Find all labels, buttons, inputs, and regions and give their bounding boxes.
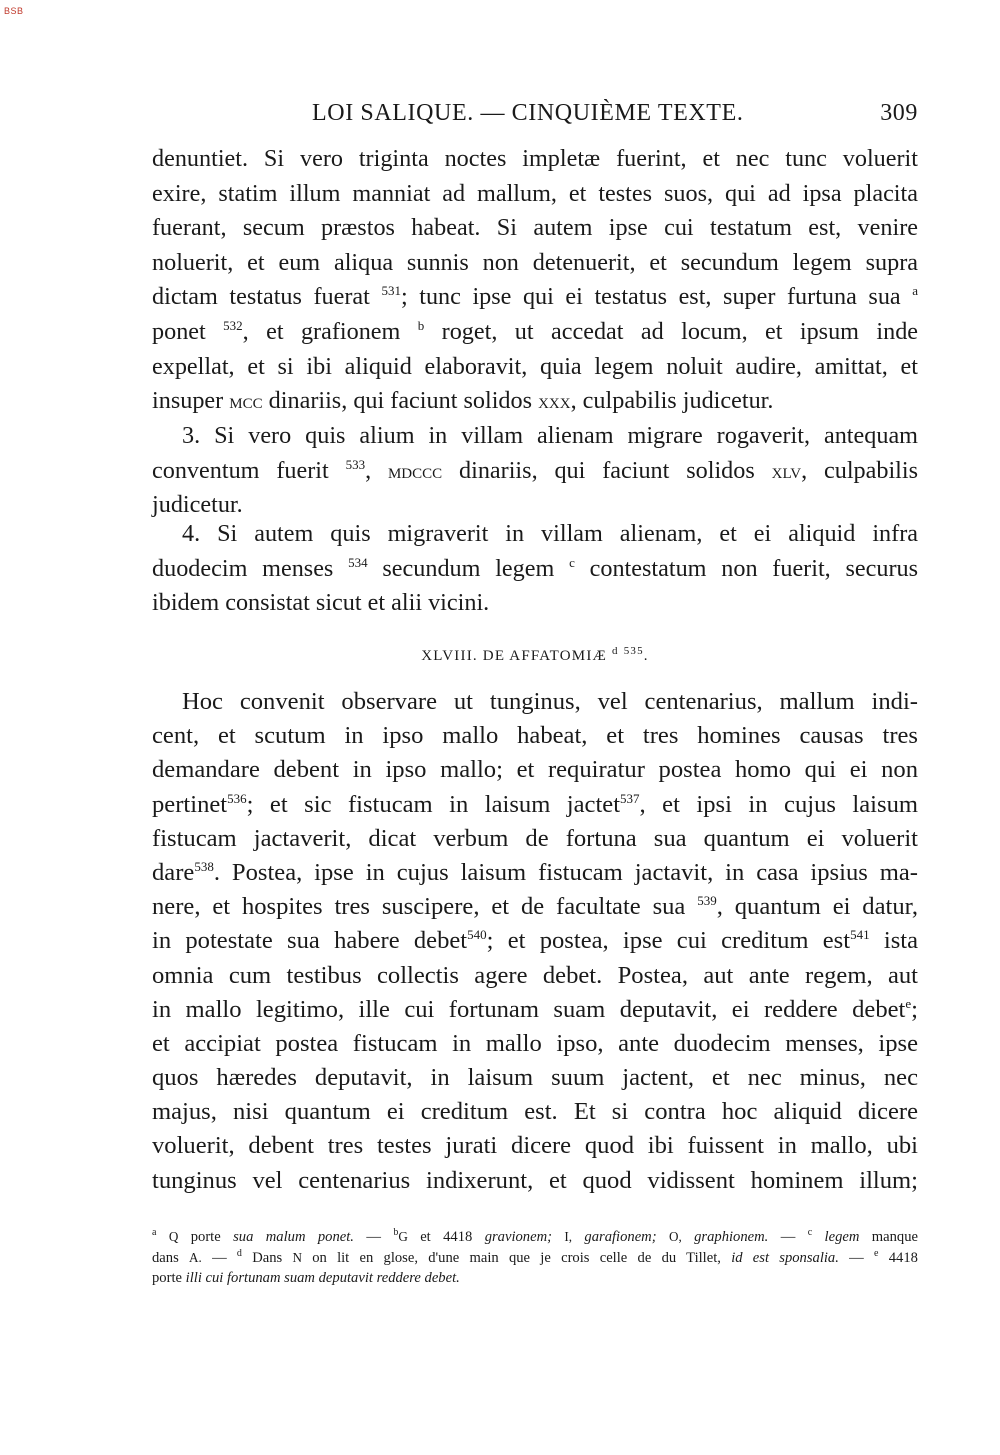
text-line (152, 384, 918, 419)
manuscript-siglum: A. (189, 1250, 202, 1265)
text-line (152, 788, 918, 822)
variant-reading: id est sponsalia. (731, 1250, 839, 1266)
text-line (152, 993, 918, 1027)
text-line: cent, et scutum in ipso mallo habeat, et tres homines causas tres (152, 722, 918, 750)
footnote-line (152, 1247, 918, 1268)
text-run: conventum fuerit (152, 456, 329, 484)
manuscript-siglum: I, (564, 1229, 573, 1244)
text-run: ; et sic fistucam in laisum jactet (246, 790, 621, 818)
text-line: quos hæredes deputavit, in laisum suum jactent, et nec minus, nec (152, 1064, 918, 1092)
text-line: denuntiet. Si vero triginta noctes impletæ fuerint, et nec tunc voluerit (152, 145, 918, 172)
text-run: dans (152, 1250, 179, 1266)
footnote-marker: a (912, 283, 918, 299)
text-line (152, 890, 918, 924)
text-line: Hoc convenit observare ut tunginus, vel centenarius, mallum indi- (182, 688, 918, 715)
text-run: et 4418 (420, 1229, 473, 1245)
text-line (152, 552, 918, 587)
footnote-marker: d (612, 645, 619, 657)
text-run: porte (152, 1270, 182, 1286)
text-run: , et ipsi in cujus laisum (639, 790, 918, 818)
footnotes (152, 1226, 918, 1289)
footnote-marker: c (807, 1227, 813, 1239)
text-run: ponet (152, 317, 206, 345)
note-ref: 536 (227, 790, 247, 806)
footnote-line (152, 1226, 918, 1247)
text-run: , et grafionem (242, 317, 401, 345)
text-line (152, 280, 918, 315)
section-heading (152, 645, 918, 665)
variant-reading: gravionem; (484, 1229, 552, 1245)
text-run: . Postea, ipse in cujus laisum fistucam jactavit, in casa ipsius ma- (213, 858, 918, 886)
text-run: on lit en glose, d'une main que je crois celle de du Tillet, (312, 1250, 721, 1266)
text-run: contestatum non fuerit, securus (589, 554, 919, 582)
running-title: LOI SALIQUE. — CINQUIÈME TEXTE. (312, 100, 744, 126)
text-run: porte (190, 1229, 221, 1245)
text-run: dare (152, 858, 195, 886)
footnote-marker: a (152, 1227, 157, 1239)
text-run: — (366, 1229, 381, 1245)
note-ref: 534 (348, 554, 368, 570)
note-ref: 531 (381, 283, 401, 299)
note-ref: 532 (223, 317, 243, 333)
text-run: Dans (252, 1250, 283, 1266)
note-ref: 539 (697, 892, 717, 908)
variant-reading: garafionem; (584, 1229, 657, 1245)
text-line: voluerit, debent tres testes jurati dicere quod ibi fuissent in mallo, ubi (152, 1132, 918, 1160)
footnote-line (152, 1268, 918, 1289)
paragraph-continuation (152, 142, 918, 419)
text-run: in potestate sua habere debet (152, 927, 468, 955)
text-run: ; (911, 995, 918, 1023)
manuscript-siglum: N (292, 1250, 302, 1265)
text-run: nere, et hospites tres suscipere, et de facultate sua (152, 893, 686, 921)
text-run: ; tunc ipse qui ei testatus est, super furtuna sua (400, 283, 901, 311)
text-run: in mallo legitimo, ille cui fortunam suam deputavit, ei reddere debet (152, 995, 906, 1023)
text-run: insuper (152, 387, 224, 415)
section-body (152, 685, 918, 1198)
note-ref: 533 (345, 456, 366, 472)
text-run: , culpabilis judicetur. (570, 387, 774, 415)
text-line (152, 856, 918, 890)
text-run: — (849, 1250, 864, 1266)
text-run: dinariis, qui faciunt solidos (268, 387, 533, 415)
footnote-marker: e (874, 1248, 879, 1260)
text-run: duodecim menses (152, 554, 334, 582)
text-line: fistucam jactaverit, dicat verbum de fortuna sua quantum ei voluerit (152, 824, 918, 852)
text-run: 4418 (888, 1250, 918, 1266)
text-line: majus, nisi quantum ei creditum est. Et si contra hoc aliquid dicere (152, 1098, 918, 1126)
text-run: , culpabilis (801, 456, 919, 484)
text-run: manque (871, 1229, 918, 1245)
text-line: tunginus vel centenarius indixerunt, et quod vidissent hominem illum; (152, 1166, 918, 1194)
text-run: — (780, 1229, 796, 1245)
page-number: 309 (880, 100, 918, 126)
roman-numeral: mcc (229, 389, 263, 414)
text-line: exire, statim illum manniat ad mallum, et testes suos, qui ad ipsa placita (152, 179, 918, 207)
manuscript-siglum: O, (668, 1229, 682, 1244)
text-run: dictam testatus fuerat (152, 283, 370, 311)
text-line (152, 924, 918, 958)
text-run: , (365, 456, 372, 484)
roman-numeral: xxx (538, 389, 571, 414)
text-line: et accipiat postea fistucam in mallo ipso, ante duodecim menses, ipse (152, 1029, 918, 1057)
text-line (152, 454, 918, 489)
text-line: 3. Si vero quis alium in villam alienam migrare rogaverit, antequam (182, 422, 918, 449)
manuscript-siglum: Q (168, 1229, 179, 1244)
footnote-marker: d (236, 1248, 242, 1260)
article-4 (152, 517, 918, 621)
library-stamp: BSB (4, 6, 24, 16)
footnote-marker: b (393, 1227, 399, 1239)
text-run: secundum legem (382, 554, 555, 582)
heading-text: . (643, 648, 649, 664)
heading-text: XLVIII. DE AFFATOMIÆ (421, 648, 608, 664)
manuscript-siglum: G (398, 1229, 408, 1244)
text-line: fuerant, secum præstos habeat. Si autem ipse cui testatum est, venire (152, 214, 918, 242)
variant-reading: illi cui fortunam suam deputavit reddere debet. (185, 1270, 460, 1286)
text-run: — (212, 1250, 227, 1266)
note-ref: 541 (850, 927, 870, 943)
text-line (152, 315, 918, 350)
text-run: ista (883, 927, 919, 955)
note-ref: 540 (467, 927, 487, 943)
text-line: ibidem consistat sicut et alii vicini. (152, 589, 490, 617)
footnote-marker: c (569, 554, 575, 570)
text-run: ; et postea, ipse cui creditum est (486, 927, 851, 955)
article-3 (152, 419, 918, 523)
roman-numeral: xlv (771, 458, 802, 483)
note-ref: 538 (194, 858, 214, 874)
text-run: dinariis, qui faciunt solidos (459, 456, 755, 484)
variant-reading: sua malum ponet. (233, 1229, 354, 1245)
variant-reading: legem (824, 1229, 860, 1245)
text-run: pertinet (152, 790, 228, 818)
note-ref: 537 (620, 790, 640, 806)
text-run: roget, ut accedat ad locum, et ipsum inde (441, 317, 919, 345)
footnote-marker: b (417, 317, 425, 333)
text-run: , quantum ei datur, (716, 893, 919, 921)
text-line: expellat, et si ibi aliquid elaboravit, quia legem noluit audire, amittat, et (152, 352, 918, 380)
variant-reading: graphionem. (694, 1229, 769, 1245)
note-ref: 535 (623, 645, 644, 657)
footnote-marker: e (905, 995, 912, 1011)
text-line: 4. Si autem quis migraverit in villam alienam, et ei aliquid infra (182, 520, 918, 547)
roman-numeral: mdccc (387, 458, 443, 483)
text-line: judicetur. (152, 491, 243, 519)
text-line: noluerit, et eum aliqua sunnis non detenuerit, et secundum legem supra (152, 248, 918, 276)
text-line: demandare debent in ipso mallo; et requiratur postea homo qui ei non (152, 756, 918, 784)
running-head (152, 100, 918, 132)
text-line: omnia cum testibus collectis agere debet. Postea, aut ante regem, aut (152, 961, 918, 989)
